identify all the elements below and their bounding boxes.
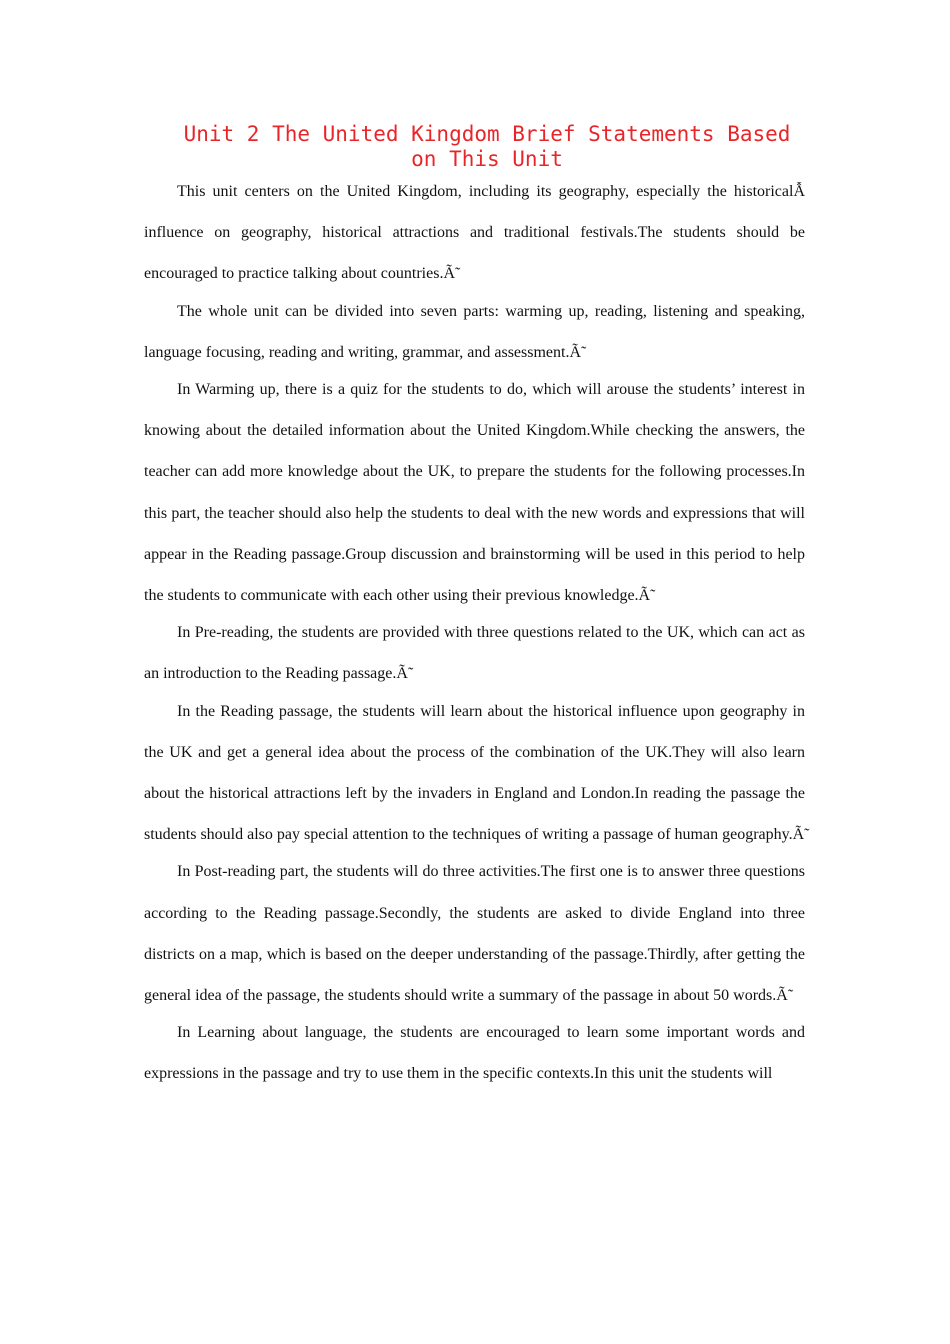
paragraph-reading-passage: In the Reading passage, the students will learn about the historical influence upon geography in the UK and get a general idea about the process of the combination of the UK.They will also learn about the historical attractions left by the invaders in England and London.In reading the passage the students should also pay special attention to the techniques of writing a passage of human geography.Ã̃ bbox=[144, 702, 805, 844]
paragraph-warming-up: In Warming up, there is a quiz for the students to do, which will arouse the students’ interest in knowing about the detailed information about the United Kingdom.While checking the answers, the teacher can add more knowledge about the UK, to prepare the students for the following processes.In this part, the teacher should also help the students to deal with the new words and expressions that will appear in the Reading passage.Group discussion and brainstorming will be used in this period to help the students to communicate with each other using their previous knowledge.Ã̃ bbox=[144, 381, 805, 605]
paragraph-intro: This unit centers on the United Kingdom, including its geography, especially the historicalẪ influence on geography, historical attractions and traditional festivals.The students should be encouraged to practice talking about countries.Ã̃ bbox=[144, 183, 805, 283]
page-title: Unit 2 The United Kingdom Brief Statements Based on This Unit bbox=[183, 122, 791, 171]
paragraph-post-reading: In Post-reading part, the students will do three activities.The first one is to answer three questions according to the Reading passage.Secondly, the students are asked to divide England into three districts on a map, which is based on the deeper understanding of the passage.Thirdly, after getting the general idea of the passage, the students should write a summary of the passage in about 50 words.Ã̃ bbox=[144, 863, 805, 1005]
document-body bbox=[144, 171, 805, 1095]
paragraph-pre-reading: In Pre-reading, the students are provided with three questions related to the UK, which can act as an introduction to the Reading passage.Ã̃ bbox=[144, 624, 805, 683]
paragraph-learning-language: In Learning about language, the students are encouraged to learn some important words and expressions in the passage and try to use them in the specific contexts.In this unit the students will bbox=[144, 1024, 805, 1083]
paragraph-unit-parts: The whole unit can be divided into seven parts: warming up, reading, listening and speaking, language focusing, reading and writing, grammar, and assessment.Ã̃ bbox=[144, 302, 805, 361]
